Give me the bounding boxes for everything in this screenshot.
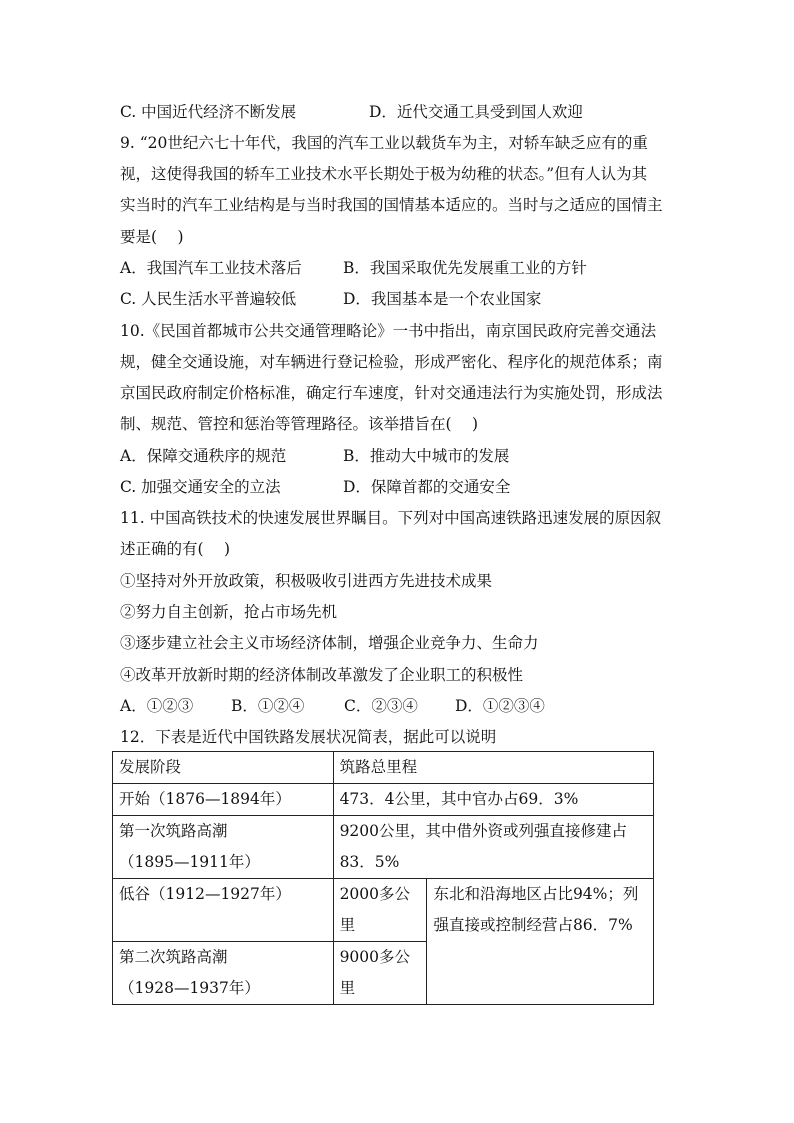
q11-option-c[interactable]: C．②③④ [344, 697, 418, 715]
q9-option-b[interactable]: B．我国采取优先发展重工业的方针 [343, 259, 587, 277]
row2-stage-line-1: 第一次筑路高潮 [119, 822, 228, 840]
q9-option-c[interactable]: C. 人民生活水平普遍较低 [120, 290, 297, 308]
q12-stem: 12．下表是近代中国铁路发展状况简表，据此可以说明 [120, 728, 497, 746]
q11-item-3: ③逐步建立社会主义市场经济体制，增强企业竞争力、生命力 [120, 634, 539, 652]
q10-option-a[interactable]: A．保障交通秩序的规范 [120, 447, 287, 465]
q9-stem-line-3: 实当时的汽车工业结构是与当时我国的国情基本适应的。当时与之适应的国情主 [120, 196, 663, 214]
q9-stem-line-1: 9. “20世纪六七十年代，我国的汽车工业以载货车为主，对轿车缺乏应有的重 [120, 134, 648, 152]
row4-stage-line-1: 第二次筑路高潮 [119, 948, 228, 966]
row4-mileage [333, 942, 427, 1005]
row4-mileage-line-1: 9000多公 [339, 948, 411, 966]
q11-item-1: ①坚持对外开放政策，积极吸收引进西方先进技术成果 [120, 572, 493, 590]
merged-note-cell [427, 879, 654, 1005]
q11-item-4: ④改革开放新时期的经济体制改革激发了企业职工的积极性 [120, 666, 524, 684]
row2-mileage-line-1: 9200公里，其中借外资或列强直接修建占 [339, 822, 628, 840]
header-stage: 发展阶段 [113, 752, 334, 784]
row2-stage [113, 816, 334, 879]
row1-mileage: 473．4公里，其中官办占69．3% [333, 784, 653, 816]
q8-option-c[interactable]: C. 中国近代经济不断发展 [120, 103, 297, 121]
table-row [113, 879, 654, 942]
q10-stem-line-3: 京国民政府制定价格标准，确定行车速度，针对交通违法行为实施处罚，形成法 [120, 384, 663, 402]
row3-stage: 低谷（1912—1927年） [113, 879, 334, 942]
row3-mileage-line-2: 里 [339, 916, 356, 934]
q9-option-a[interactable]: A．我国汽车工业技术落后 [120, 259, 302, 277]
header-mileage: 筑路总里程 [333, 752, 653, 784]
row2-stage-line-2: （1895—1911年） [119, 853, 260, 871]
q10-option-b[interactable]: B．推动大中城市的发展 [343, 447, 510, 465]
row2-mileage-line-2: 83．5% [339, 853, 400, 871]
q10-stem-line-2: 规，健全交通设施，对车辆进行登记检验，形成严密化、程序化的规范体系；南 [120, 353, 663, 371]
row2-mileage [333, 816, 653, 879]
q8-option-d[interactable]: D．近代交通工具受到国人欢迎 [369, 103, 583, 121]
q11-option-b[interactable]: B．①②④ [231, 697, 305, 715]
row3-mileage-line-1: 2000多公 [339, 885, 411, 903]
row4-mileage-line-2: 里 [339, 979, 356, 997]
railway-table [112, 751, 654, 1005]
q10-option-d[interactable]: D．保障首都的交通安全 [343, 478, 511, 496]
row4-stage-line-2: （1928—1937年） [119, 979, 260, 997]
table-row [113, 784, 654, 816]
q11-stem-line-2: 述正确的有( ) [120, 540, 231, 558]
q9-stem-line-4: 要是( ) [120, 228, 184, 246]
row1-stage: 开始（1876—1894年） [113, 784, 334, 816]
row4-stage [113, 942, 334, 1005]
q10-stem-line-4: 制、规范、管控和惩治等管理路径。该举措旨在( ) [120, 415, 479, 433]
merged-note-line-1: 东北和沿海地区占比94%；列 [433, 885, 639, 903]
row3-mileage [333, 879, 427, 942]
q10-stem-line-1: 10.《民国首都城市公共交通管理略论》一书中指出，南京国民政府完善交通法 [120, 322, 657, 340]
table-header-row [113, 752, 654, 784]
q9-option-d[interactable]: D．我国基本是一个农业国家 [343, 290, 542, 308]
q11-item-2: ②努力自主创新，抢占市场先机 [120, 603, 338, 621]
q11-stem-line-1: 11. 中国高铁技术的快速发展世界瞩目。下列对中国高速铁路迅速发展的原因叙 [120, 509, 662, 527]
q9-stem-line-2: 视，这使得我国的轿车工业技术水平长期处于极为幼稚的状态。”但有人认为其 [120, 165, 648, 183]
merged-note-line-2: 强直接或控制经营占86．7% [433, 916, 633, 934]
q11-option-d[interactable]: D．①②③④ [455, 697, 545, 715]
q11-option-a[interactable]: A．①②③ [120, 697, 194, 715]
table-row [113, 816, 654, 879]
q10-option-c[interactable]: C. 加强交通安全的立法 [120, 478, 281, 496]
